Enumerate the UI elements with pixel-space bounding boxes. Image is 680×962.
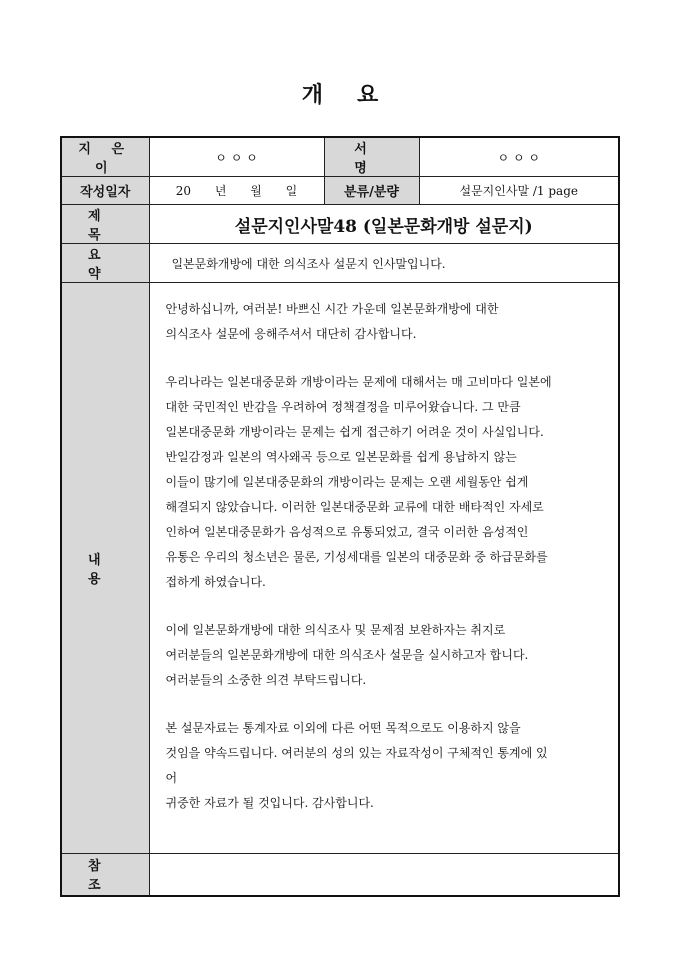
subject-value: 설문지인사말48 (일본문화개방 설문지) [149,205,619,244]
summary-label: 요 약 [61,244,149,283]
overview-form-table [60,136,620,897]
content-body [149,283,619,854]
reference-value [149,854,619,896]
date-value: 20 년 월 일 [149,177,324,205]
summary-row [61,244,619,283]
content-label: 내 용 [61,283,149,854]
author-value: ㅇ ㅇ ㅇ [149,137,324,177]
reference-row [61,854,619,896]
content-paragraph-4: 본 설문자료는 통계자료 이외에 다른 어떤 목적으로도 이용하지 않을 것임을 약속드립니다. 여러분의 성의 있는 자료작성이 구체적인 통계에 있 어 귀중한 자료가 될 것입니다. 감사합니다. [165,721,548,810]
content-paragraph-3: 이에 일본문화개방에 대한 의식조사 및 문제점 보완하자는 취지로 여러분들의 일본문화개방에 대한 의식조사 설문을 실시하고자 합니다. 여러분들의 소중한 의견 부탁드립니다. [165,623,529,687]
author-label: 지 은 이 [61,137,149,177]
title-part-1: 개 [301,82,323,108]
subject-label: 제 목 [61,205,149,244]
reference-label: 참 조 [61,854,149,896]
content-paragraph-1: 안녕하십니까, 여러분! 바쁘신 시간 가운데 일본문화개방에 대한 의식조사 설문에 응해주셔서 대단히 감사합니다. [165,302,499,341]
category-value: 설문지인사말 /1 page [419,177,619,205]
content-row [61,283,619,854]
document-title [0,78,680,109]
author-row [61,137,619,177]
summary-value: 일본문화개방에 대한 의식조사 설문지 인사말입니다. [149,244,619,283]
category-label: 분류/분량 [324,177,419,205]
date-row [61,177,619,205]
sign-label: 서 명 [324,137,419,177]
date-label: 작성일자 [61,177,149,205]
subject-row [61,205,619,244]
title-part-2: 요 [357,82,379,108]
content-paragraph-2: 우리나라는 일본대중문화 개방이라는 문제에 대해서는 매 고비마다 일본에 대한 국민적인 반감을 우려하여 정책결정을 미루어왔습니다. 그 만큼 일본대중문화 개방이라는 문제는 쉽게 접근하기 어려운 것이 사실입니다. 반일감정과 일본의 역사왜곡 등으로 일본문화를 쉽게 용납하지 않는 이들이 많기에 일본대중문화의 개방이라는 문제는 오랜 세월동안 쉽게 해결되지 않았습니다. 이러한 일본대중문화 교류에 대한 배타적인 자세로 인하여 일본대중문화가 음성적으로 유통되었고, 결국 이러한 음성적인 유통은 우리의 청소년은 물론, 기성세대를 일본의 대중문화 중 하급문화를 접하게 하였습니다. [165,375,552,589]
sign-value: ㅇ ㅇ ㅇ [419,137,619,177]
